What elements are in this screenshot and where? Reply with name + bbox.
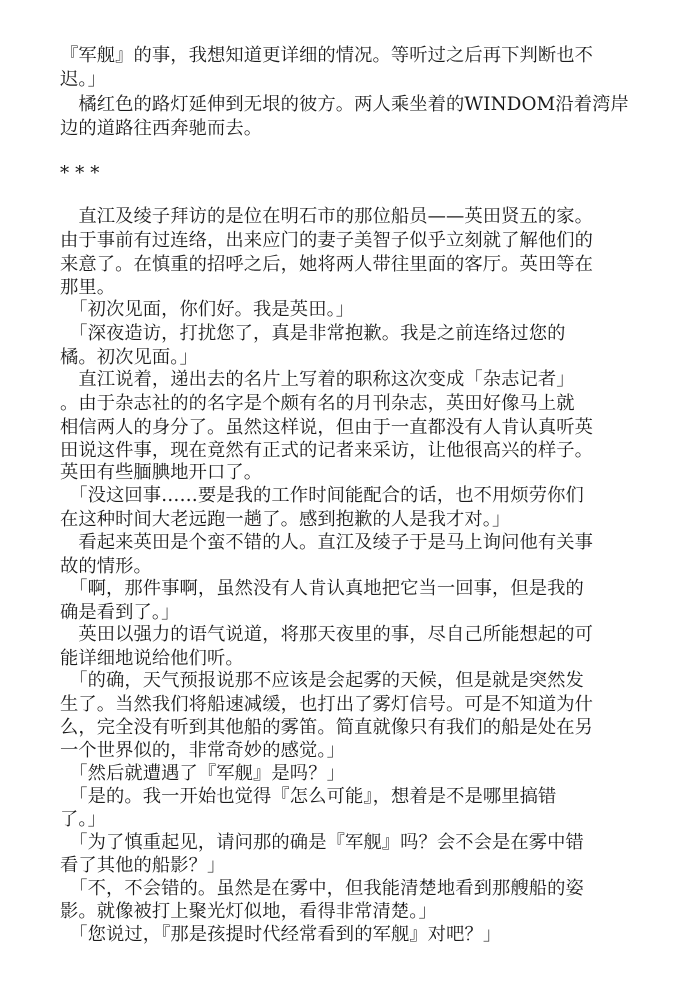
text-line: 么，完全没有听到其他船的雾笛。简直就像只有我们的船是处在另	[60, 717, 594, 738]
section-break: * * *	[60, 163, 100, 184]
text-line: 一个世界似的，非常奇妙的感觉。」	[60, 740, 345, 761]
text-line: 了。」	[60, 809, 106, 830]
text-line: 看起来英田是个蛮不错的人。直江及绫子于是马上询问他有关事	[60, 532, 594, 553]
text-line: 「初次见面，你们好。我是英田。」	[60, 299, 355, 320]
text-line: 『军舰』的事，我想知道更详细的情况。等听过之后再下判断也不	[60, 45, 594, 66]
text-line: 「深夜造访，打扰您了，真是非常抱歉。我是之前连络过您的	[60, 323, 566, 344]
text-line: 「是的。我一开始也觉得『怎么可能』，想着是不是哪里搞错	[60, 786, 557, 807]
text-line: 英田有些腼腆地开口了。	[60, 462, 263, 483]
text-line: 「为了慎重起见，请问那的确是『军舰』吗？会不会是在雾中错	[60, 832, 584, 853]
text-line: 在这种时间大老远跑一趟了。感到抱歉的人是我才对。」	[60, 509, 511, 530]
text-line: 生了。当然我们将船速减缓，也打出了雾灯信号。可是不知道为什	[60, 694, 594, 715]
text-line: 看了其他的船影？」	[60, 855, 226, 876]
text-line: 「没这回事……要是我的工作时间能配合的话，也不用烦劳你们	[60, 485, 584, 506]
text-line: 橘。初次见面。」	[60, 347, 198, 368]
text-line: 边的道路往西奔驰而去。	[60, 118, 263, 139]
text-line: 「您说过，『那是孩提时代经常看到的军舰』对吧？」	[60, 924, 502, 945]
text-line: 田说这件事，现在竟然有正式的记者来采访，让他很高兴的样子。	[60, 440, 594, 461]
text-line: 橘红色的路灯延伸到无垠的彼方。两人乘坐着的WINDOM沿着湾岸	[60, 94, 629, 115]
text-line: 「然后就遭遇了『军舰』是吗？」	[60, 763, 345, 784]
text-line: 那里。	[60, 277, 116, 298]
text-line: 迟。」	[60, 69, 106, 90]
text-line: 影。就像被打上聚光灯似地，看得非常清楚。」	[60, 901, 437, 922]
text-line: 故的情形。	[60, 556, 152, 577]
text-line: 。由于杂志社的的名字是个颇有名的月刊杂志，英田好像马上就	[60, 393, 575, 414]
text-line: 相信两人的身分了。虽然这样说，但由于一直都没有人肯认真听英	[60, 417, 594, 438]
text-line: 「不，不会错的。虽然是在雾中，但我能清楚地看到那艘船的姿	[60, 878, 584, 899]
text-line: 直江说着，递出去的名片上写着的职称这次变成「杂志记者」	[60, 369, 575, 390]
text-line: 由于事前有过连络，出来应门的妻子美智子似乎立刻就了解他们的	[60, 230, 594, 251]
text-line: 能详细地说给他们听。	[60, 648, 244, 669]
text-line: 「啊，那件事啊，虽然没有人肯认真地把它当一回事，但是我的	[60, 578, 584, 599]
text-line: 英田以强力的语气说道，将那天夜里的事，尽自己所能想起的可	[60, 624, 594, 645]
text-line: 直江及绫子拜访的是位在明石市的那位船员——英田贤五的家。	[60, 206, 594, 227]
text-line: 确是看到了。」	[60, 602, 180, 623]
text-line: 「的确，天气预报说那不应该是会起雾的天候，但是就是突然发	[60, 670, 584, 691]
text-line: 来意了。在慎重的招呼之后，她将两人带往里面的客厅。英田等在	[60, 254, 594, 275]
